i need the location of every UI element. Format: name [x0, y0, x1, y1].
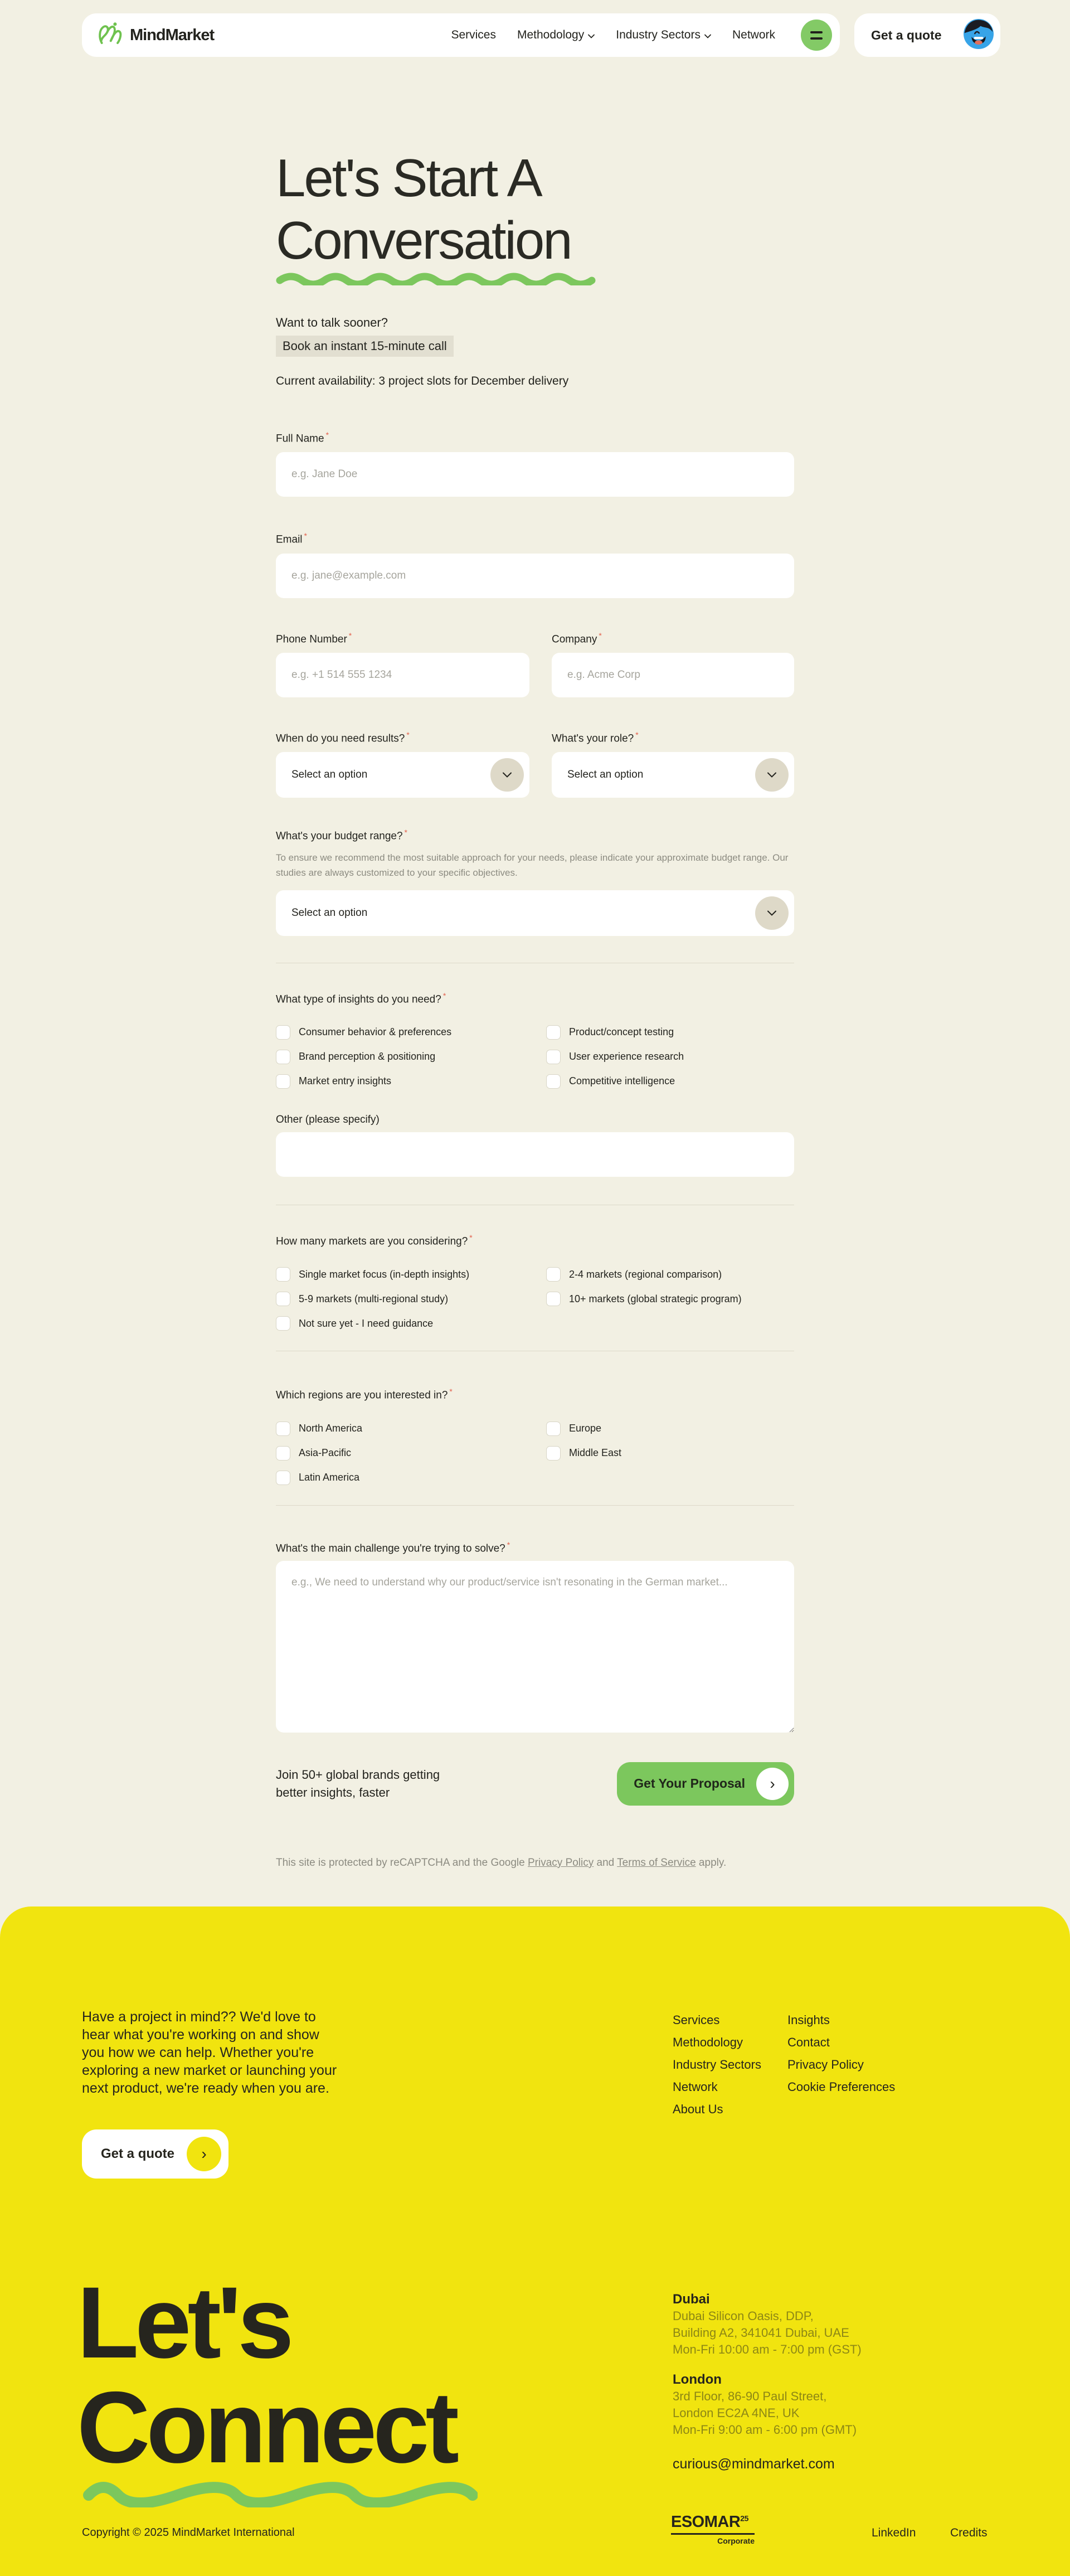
required-asterisk: * [442, 991, 446, 1000]
section-markets [276, 1231, 794, 1331]
required-asterisk: * [406, 730, 410, 739]
checkbox-icon[interactable] [546, 1292, 561, 1306]
get-your-proposal-button[interactable]: Get Your Proposal › [617, 1762, 794, 1806]
footer-link-insights[interactable]: Insights [787, 2013, 830, 2027]
nav-item-services[interactable]: Services [451, 28, 496, 41]
checkbox-option[interactable]: Single market focus (in-depth insights) [276, 1267, 546, 1282]
budget-helper-text: To ensure we recommend the most suitable approach for your needs, please indicate your approximate budget range. Our studies are always customized to your specific objectives. [276, 852, 789, 878]
footer-get-a-quote-button[interactable]: Get a quote › [82, 2129, 228, 2179]
footer-link-industry-sectors[interactable]: Industry Sectors [673, 2058, 761, 2072]
budget-label: What's your budget range? * [276, 828, 407, 842]
avatar-icon [964, 19, 994, 52]
phone-label: Phone Number * [276, 630, 352, 645]
section-divider [276, 1505, 794, 1506]
required-asterisk: * [304, 531, 307, 541]
wavy-underline [276, 270, 599, 285]
copyright-text: Copyright © 2025 MindMarket International [82, 2526, 295, 2539]
checkbox-icon[interactable] [276, 1422, 290, 1436]
checkbox-option[interactable]: Asia-Pacific [276, 1446, 546, 1461]
footer-link-services[interactable]: Services [673, 2013, 720, 2027]
dubai-hours: Mon-Fri 10:00 am - 7:00 pm (GST) [673, 2342, 862, 2356]
nav-item-methodology[interactable]: Methodology [517, 28, 595, 42]
london-hours: Mon-Fri 9:00 am - 6:00 pm (GMT) [673, 2423, 857, 2437]
footer-link-network[interactable]: Network [673, 2080, 718, 2094]
required-asterisk: * [325, 430, 329, 439]
credits-link[interactable]: Credits [950, 2526, 988, 2539]
page-title: Let's Start A Conversation [276, 148, 571, 270]
full-name-label: Full Name * [276, 430, 329, 445]
linkedin-link[interactable]: LinkedIn [872, 2526, 916, 2539]
required-asterisk: * [635, 730, 639, 739]
checkbox-option[interactable]: 5-9 markets (multi-regional study) [276, 1292, 546, 1306]
footer-nav-col1 [673, 2009, 761, 2121]
arrow-right-icon: › [187, 2137, 221, 2171]
challenge-label: What's the main challenge you're trying to solve? * [276, 1540, 510, 1554]
checkbox-icon[interactable] [546, 1025, 561, 1040]
terms-of-service-link[interactable]: Terms of Service [617, 1856, 696, 1869]
other-input[interactable] [276, 1132, 794, 1177]
footer-link-methodology[interactable]: Methodology [673, 2035, 743, 2049]
section-regions [276, 1385, 794, 1485]
checkbox-option[interactable]: Market entry insights [276, 1074, 546, 1089]
company-input[interactable] [552, 653, 794, 697]
field-email [276, 529, 794, 598]
office-info [673, 2291, 862, 2472]
checkbox-icon[interactable] [546, 1074, 561, 1089]
checkbox-icon[interactable] [276, 1471, 290, 1485]
checkbox-icon[interactable] [276, 1025, 290, 1040]
budget-select[interactable]: Select an option [276, 890, 794, 936]
connect-heading: Let's Connect [77, 2265, 455, 2484]
checkbox-option[interactable]: Consumer behavior & preferences [276, 1025, 546, 1040]
menu-icon[interactable] [801, 20, 832, 51]
checkbox-option[interactable]: Brand perception & positioning [276, 1050, 546, 1064]
markets-question: How many markets are you considering? * [276, 1233, 473, 1248]
insights-question: What type of insights do you need? * [276, 991, 446, 1005]
checkbox-icon[interactable] [546, 1267, 561, 1282]
checkbox-option[interactable]: North America [276, 1422, 546, 1436]
contact-email-link[interactable]: curious@mindmarket.com [673, 2456, 835, 2472]
london-address-line: London EC2A 4NE, UK [673, 2406, 800, 2420]
checkbox-icon[interactable] [276, 1446, 290, 1461]
checkbox-icon[interactable] [276, 1316, 290, 1331]
checkbox-icon[interactable] [546, 1050, 561, 1064]
brand-logo[interactable] [98, 21, 214, 50]
regions-question: Which regions are you interested in? * [276, 1387, 453, 1401]
field-role [552, 728, 794, 798]
field-row-phone-company [276, 629, 794, 697]
header [82, 13, 1000, 57]
other-label: Other (please specify) [276, 1113, 380, 1126]
role-label: What's your role? * [552, 730, 639, 745]
checkbox-icon[interactable] [546, 1422, 561, 1436]
availability-text: Current availability: 3 project slots for December delivery [276, 375, 569, 387]
section-insights [276, 989, 794, 1177]
results-timing-select[interactable]: Select an option [276, 752, 529, 798]
privacy-policy-link[interactable]: Privacy Policy [528, 1856, 594, 1869]
required-asterisk: * [599, 630, 602, 640]
footer-intro-text: Have a project in mind?? We'd love to hear what you're working on and show you how we can help. Whether you're exploring a new market or launching your next product, we're ready when you are. [82, 2009, 337, 2096]
london-heading: London [673, 2372, 722, 2387]
checkbox-option[interactable]: Latin America [276, 1471, 546, 1485]
checkbox-icon[interactable] [276, 1050, 290, 1064]
join-text: Join 50+ global brands getting better insights, faster [276, 1767, 440, 1799]
field-row-selects [276, 728, 794, 798]
recaptcha-notice: This site is protected by reCAPTCHA and the Google Privacy Policy and Terms of Service apply. [276, 1856, 727, 1869]
checkbox-icon[interactable] [546, 1446, 561, 1461]
required-asterisk: * [507, 1540, 510, 1549]
book-call-link[interactable]: Book an instant 15-minute call [276, 336, 454, 357]
chevron-down-icon [588, 28, 595, 42]
insights-options [276, 1025, 794, 1089]
footer-link-about-us[interactable]: About Us [673, 2102, 723, 2116]
field-results-timing [276, 728, 529, 798]
chevron-down-icon [490, 758, 524, 792]
header-bar [82, 13, 840, 57]
arrow-right-icon: › [756, 1768, 789, 1800]
checkbox-option[interactable]: Europe [546, 1422, 794, 1436]
checkbox-option[interactable]: User experience research [546, 1050, 794, 1064]
required-asterisk: * [469, 1233, 473, 1242]
markets-options [276, 1267, 794, 1331]
checkbox-icon[interactable] [276, 1292, 290, 1306]
results-timing-label: When do you need results? * [276, 730, 410, 745]
checkbox-option[interactable]: 2-4 markets (regional comparison) [546, 1267, 794, 1282]
role-select[interactable]: Select an option [552, 752, 794, 798]
footer-link-contact[interactable]: Contact [787, 2035, 830, 2049]
chevron-down-icon [755, 758, 789, 792]
chevron-down-icon [704, 28, 711, 42]
full-name-input[interactable] [276, 452, 794, 497]
sooner-label: Want to talk sooner? [276, 316, 388, 329]
main-nav [451, 20, 832, 51]
field-budget [276, 826, 794, 935]
nav-item-network[interactable]: Network [732, 28, 775, 41]
regions-options [276, 1422, 794, 1485]
main-column [276, 147, 794, 1869]
london-address-line: 3rd Floor, 86-90 Paul Street, [673, 2389, 827, 2403]
phone-input[interactable] [276, 653, 529, 697]
checkbox-option[interactable]: Middle East [546, 1446, 794, 1461]
chevron-down-icon [755, 896, 789, 930]
field-phone [276, 629, 529, 697]
footer-link-privacy-policy[interactable]: Privacy Policy [787, 2058, 864, 2072]
checkbox-option[interactable]: 10+ markets (global strategic program) [546, 1292, 794, 1306]
dubai-address-line: Dubai Silicon Oasis, DDP, [673, 2309, 814, 2323]
field-company [552, 629, 794, 697]
checkbox-icon[interactable] [276, 1074, 290, 1089]
wavy-underline [82, 2473, 478, 2507]
checkbox-option[interactable]: Competitive intelligence [546, 1074, 794, 1089]
dubai-address-line: Building A2, 341041 Dubai, UAE [673, 2326, 849, 2340]
dubai-heading: Dubai [673, 2292, 710, 2307]
email-input[interactable] [276, 554, 794, 598]
cta-row [276, 1762, 794, 1806]
get-a-quote-button[interactable]: Get a quote [854, 13, 1000, 57]
checkbox-option[interactable]: Not sure yet - I need guidance [276, 1316, 546, 1331]
nav-item-industry-sectors[interactable]: Industry Sectors [616, 28, 711, 42]
footer-nav-col2 [787, 2009, 895, 2098]
checkbox-icon[interactable] [276, 1267, 290, 1282]
company-label: Company * [552, 630, 602, 645]
field-full-name [276, 428, 794, 497]
required-asterisk: * [404, 828, 407, 837]
footer-link-cookie-preferences[interactable]: Cookie Preferences [787, 2080, 896, 2094]
footer [0, 1906, 1070, 2576]
esomar-logo: ESOMAR$^{25}$ Corporate [671, 2513, 755, 2545]
brand-name: MindMarket [130, 26, 215, 44]
required-asterisk: * [348, 630, 352, 640]
logo-icon [98, 21, 123, 50]
section-challenge [276, 1538, 794, 1735]
required-asterisk: * [449, 1387, 453, 1396]
challenge-textarea[interactable] [276, 1561, 794, 1733]
checkbox-option[interactable]: Product/concept testing [546, 1025, 794, 1040]
email-label: Email * [276, 531, 307, 546]
